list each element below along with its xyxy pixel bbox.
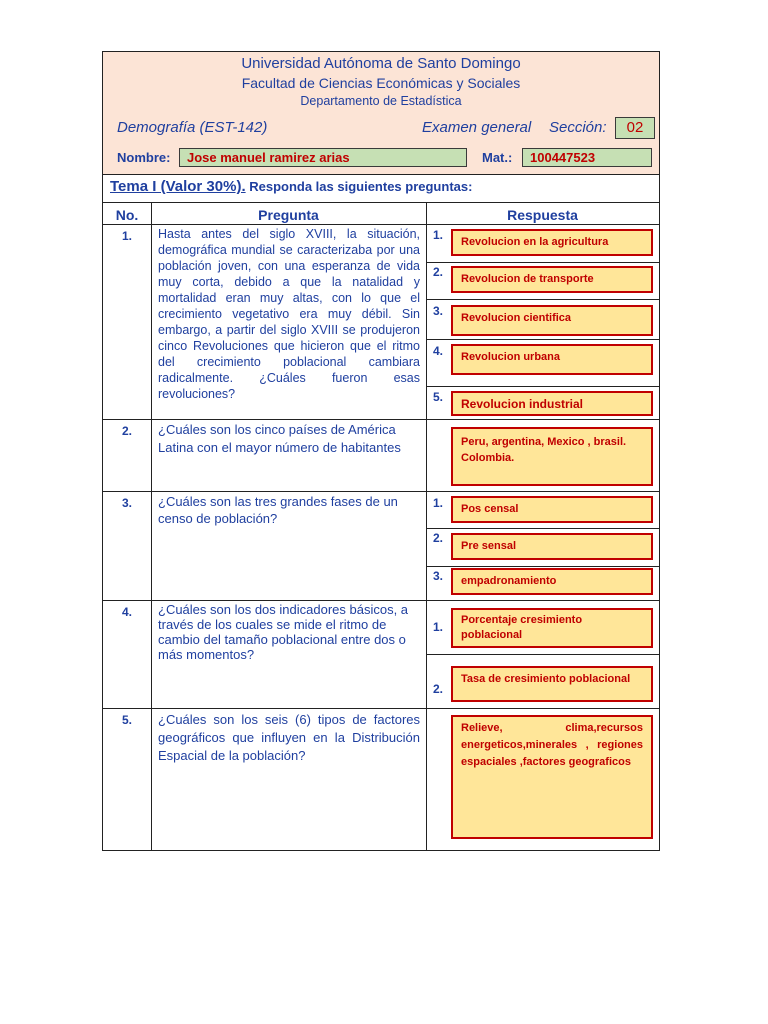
- divider: [426, 202, 427, 850]
- exam-header: [103, 52, 659, 175]
- answer-box: Peru, argentina, Mexico , brasil. Colombia.: [451, 427, 653, 486]
- answer-box: Revolucion de transporte: [451, 266, 653, 293]
- answer-number: 3.: [433, 304, 444, 318]
- question-number: 2.: [121, 424, 132, 438]
- divider: [427, 654, 659, 655]
- divider: [427, 339, 659, 340]
- tema-heading: [110, 178, 472, 196]
- question-text: ¿Cuáles son los cinco países de América Latina con el mayor número de habitantes: [158, 422, 401, 455]
- mat-field: 100447523: [522, 148, 652, 167]
- name-field: Jose manuel ramirez arias: [179, 148, 467, 167]
- answer-box: Pre sensal: [451, 533, 653, 560]
- answer-number: 1.: [433, 620, 444, 634]
- course-title: Demografía (EST-142): [117, 119, 268, 136]
- answer-number: 4.: [433, 344, 444, 358]
- mat-label: Mat.:: [482, 150, 513, 165]
- name-label: Nombre:: [117, 150, 171, 165]
- divider: [103, 202, 659, 203]
- answer-number: 5.: [433, 390, 444, 404]
- question-number: 1.: [121, 229, 132, 243]
- exam-sheet: [102, 51, 660, 851]
- answer-number: 1.: [433, 496, 444, 510]
- divider: [103, 224, 659, 225]
- answer-number: 2.: [433, 265, 444, 279]
- answer-box: Pos censal: [451, 496, 653, 523]
- question-number: 5.: [121, 713, 132, 727]
- answer-box: Revolucion en la agricultura: [451, 229, 653, 256]
- section-value: 02: [615, 117, 655, 139]
- tema-instruction: Responda las siguientes preguntas:: [245, 179, 473, 194]
- answer-box: empadronamiento: [451, 568, 653, 595]
- divider: [427, 528, 659, 529]
- question-number: 3.: [121, 496, 132, 510]
- answer-number: 1.: [433, 228, 444, 242]
- answer-box: Revolucion industrial: [451, 391, 653, 416]
- answer-number: 3.: [433, 569, 444, 583]
- header-pregunta: Pregunta: [258, 207, 319, 223]
- question-text: ¿Cuáles son los dos indicadores básicos, a través de los cuales se mide el ritmo de cambio del tamaño poblacional entre dos o más momentos?: [158, 602, 409, 662]
- divider: [427, 299, 659, 300]
- answer-number: 2.: [433, 682, 444, 696]
- question-text: ¿Cuáles son los seis (6) tipos de factores geográficos que influyen en la Distribución Espacial de la población?: [158, 712, 420, 763]
- exam-type: Examen general: [422, 119, 532, 136]
- answer-box: Revolucion cientifica: [451, 305, 653, 336]
- department-name: Departamento de Estadística: [300, 94, 462, 108]
- question-number: 4.: [121, 605, 132, 619]
- answer-box: Relieve, clima,recursos energeticos,minerales , regiones espaciales ,factores geograficos: [451, 715, 653, 839]
- divider: [103, 708, 659, 709]
- answer-box: Tasa de cresimiento poblacional: [451, 666, 653, 702]
- section-label: Sección:: [549, 119, 607, 136]
- answer-number: 2.: [433, 531, 444, 545]
- answer-box: Porcentaje cresimiento poblacional: [451, 608, 653, 648]
- header-no: No.: [115, 207, 139, 223]
- tema-title: Tema I (Valor 30%).: [110, 178, 246, 195]
- divider: [103, 491, 659, 492]
- faculty-name: Facultad de Ciencias Económicas y Sociales: [241, 75, 521, 91]
- divider: [427, 566, 659, 567]
- divider: [151, 202, 152, 850]
- question-text: ¿Cuáles son las tres grandes fases de un censo de población?: [158, 494, 398, 526]
- university-name: Universidad Autónoma de Santo Domingo: [241, 55, 521, 72]
- answer-box: Revolucion urbana: [451, 344, 653, 375]
- header-respuesta: Respuesta: [507, 207, 578, 223]
- divider: [103, 600, 659, 601]
- divider: [427, 262, 659, 263]
- question-text: Hasta antes del siglo XVIII, la situación, demográfica mundial se caracterizaba por una población joven, con una esperanza de vida muy corta, debido a que la natalidad y mortalidad eran muy altas, con lo que el crecimiento vegetativo era muy débil. Sin embargo, a partir del siglo XVIII se produjeron cinco Revoluciones que hicieron que el ritmo del crecimiento poblacional cambiara radicalmente. ¿Cuáles fueron esas revoluciones?: [158, 227, 420, 401]
- divider: [103, 419, 659, 420]
- divider: [427, 386, 659, 387]
